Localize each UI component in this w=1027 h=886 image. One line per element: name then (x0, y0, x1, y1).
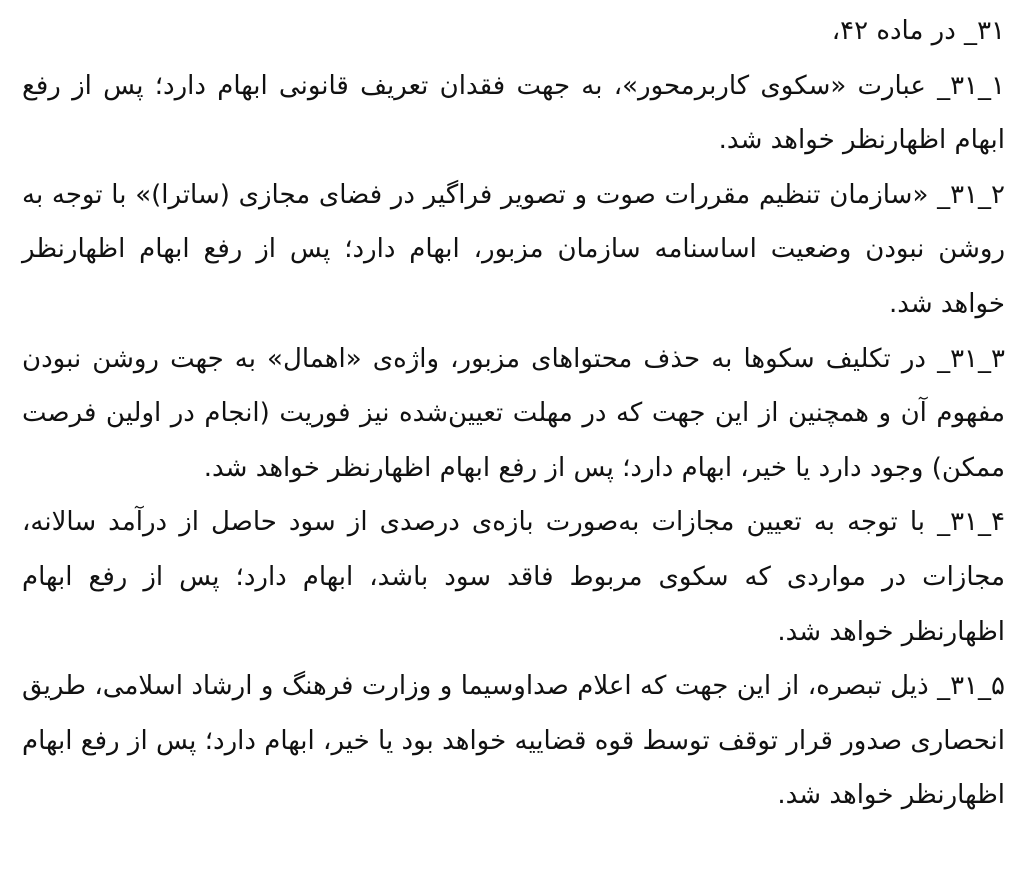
clause-31-4: ۴_۳۱_ با توجه به تعیین مجازات به‌صورت بازه‌ی درصدی از سود حاصل از درآمد سالانه، مجازات در مواردی که سکوی مربوط فاقد سود باشد، ابهام دارد؛ پس از رفع ابهام اظهارنظر خواهد شد. (22, 507, 1005, 647)
article-heading: ۳۱_ در ماده ۴۲، (831, 16, 1005, 46)
clause-31-1: ۱_۳۱_ عبارت «سکوی کاربرمحور»، به جهت فقدان تعریف قانونی ابهام دارد؛ پس از رفع ابهام اظهارنظر خواهد شد. (22, 70, 1005, 156)
clause-31-2: ۲_۳۱_ «سازمان تنظیم مقررات صوت و تصویر فراگیر در فضای مجازی (ساترا)» با توجه به روشن نبودن وضعیت اساسنامه سازمان مزبور، ابهام دارد؛ پس از رفع ابهام اظهارنظر خواهد شد. (22, 179, 1005, 319)
clause-31-5: ۵_۳۱_ ذیل تبصره، از این جهت که اعلام صداوسیما و وزارت فرهنگ و ارشاد اسلامی، طریق انحصاری صدور قرار توقف توسط قوه قضاییه خواهد بود یا خیر، ابهام دارد؛ پس از رفع ابهام اظهارنظر خواهد شد. (22, 671, 1005, 811)
clause-31-3: ۳_۳۱_ در تکلیف سکوها به حذف محتواهای مزبور، واژه‌ی «اهمال» به جهت روشن نبودن مفهوم آن و همچنین از این جهت که در مهلت تعیین‌شده نیز فوریت (انجام در اولین فرصت ممکن) وجود دارد یا خیر، ابهام دارد؛ پس از رفع ابهام اظهارنظر خواهد شد. (22, 343, 1005, 483)
